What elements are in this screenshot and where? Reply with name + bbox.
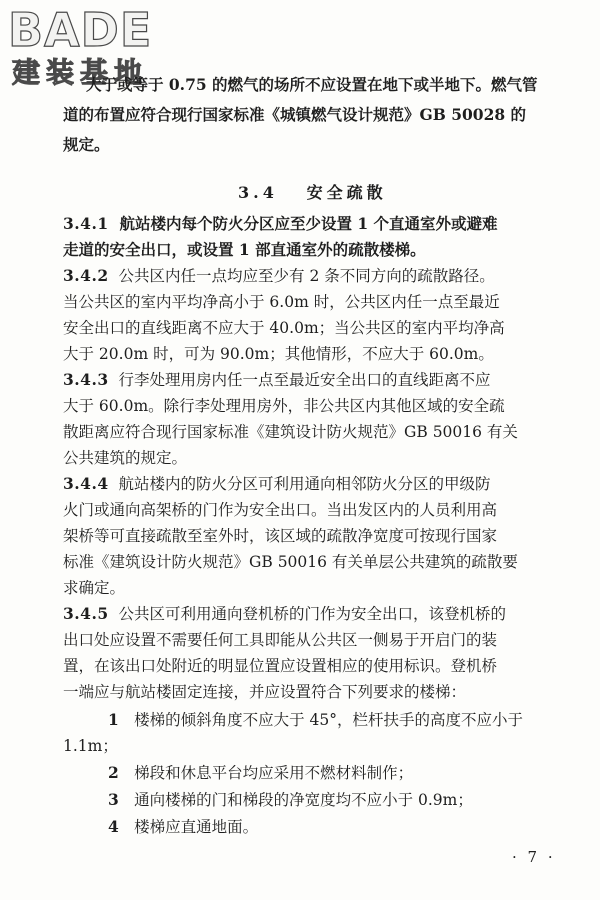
list-item-text: 1.1m； xyxy=(63,737,118,755)
list-item-text: 楼梯应直通地面。 xyxy=(134,818,259,836)
clause-number: 3.4.4 xyxy=(63,474,109,493)
clause-text: 火门或通向高架桥的门作为安全出口。当出发区内的人员利用高 xyxy=(63,501,498,519)
clause-text: 置，在该出口处附近的明显位置应设置相应的使用标识。登机桥 xyxy=(63,657,498,675)
section-title: 安全疏散 xyxy=(306,183,387,202)
list-item-number: 3 xyxy=(108,790,120,809)
clause-number: 3.4.3 xyxy=(63,370,109,389)
list-item xyxy=(108,710,523,730)
clause-text: 出口处应设置不需要任何工具即能从公共区一侧易于开启门的装 xyxy=(63,631,498,649)
clause-text: 一端应与航站楼固定连接，并应设置符合下列要求的楼梯： xyxy=(63,683,467,701)
intro-line-2: 道的布置应符合现行国家标准《城镇燃气设计规范》GB 50028 的 xyxy=(63,105,527,124)
clause-text: 大于 60.0m。除行李处理用房外，非公共区内其他区域的安全疏 xyxy=(63,397,505,415)
page-number: · 7 · xyxy=(512,848,556,866)
clause-text: 公共区可利用通向登机桥的门作为安全出口，该登机桥的 xyxy=(118,605,507,623)
list-item-text: 通向楼梯的门和梯段的净宽度均不应小于 0.9m； xyxy=(134,791,473,809)
intro-line-1: 大于或等于 0.75 的燃气的场所不应设置在地下或半地下。燃气管 xyxy=(86,75,538,94)
clause-text: 散距离应符合现行国家标准《建筑设计防火规范》GB 50016 有关 xyxy=(63,423,518,441)
list-item-number: 2 xyxy=(108,763,120,782)
list-item xyxy=(108,817,258,837)
list-item-text: 梯段和休息平台均应采用不燃材料制作； xyxy=(134,764,414,782)
clause-text: 航站楼内每个防火分区应至少设置 1 个直通室外或避难 xyxy=(119,214,498,233)
clause-text: 大于 20.0m 时，可为 90.0m；其他情形，不应大于 60.0m。 xyxy=(63,345,494,363)
clause-text: 行李处理用房内任一点至最近安全出口的直线距离不应 xyxy=(118,371,491,389)
clause-text: 航站楼内的防火分区可利用通向相邻防火分区的甲级防 xyxy=(118,475,491,493)
clause-text: 标准《建筑设计防火规范》GB 50016 有关单层公共建筑的疏散要 xyxy=(63,553,518,571)
clause-text: 公共建筑的规定。 xyxy=(63,449,188,467)
watermark-subtitle: 建装基地 xyxy=(12,56,149,89)
clause-text: 架桥等可直接疏散至室外时，该区域的疏散净宽度可按现行国家 xyxy=(63,527,498,545)
section-heading xyxy=(238,183,387,203)
list-item-number: 1 xyxy=(108,710,120,729)
clause-number: 3.4.1 xyxy=(63,214,109,233)
clause-text: 公共区内任一点均应至少有 2 条不同方向的疏散路径。 xyxy=(118,267,495,285)
intro-line-3: 规定。 xyxy=(63,135,110,154)
list-item-text: 楼梯的倾斜角度不应大于 45°，栏杆扶手的高度不应小于 xyxy=(134,711,523,729)
watermark-brand: BADE xyxy=(8,3,153,57)
clause-text: 求确定。 xyxy=(63,579,126,597)
clause-text: 安全出口的直线距离不应大于 40.0m；当公共区的室内平均净高 xyxy=(63,319,505,337)
clause-text: 走道的安全出口，或设置 1 部直通室外的疏散楼梯。 xyxy=(63,240,426,259)
clause-number: 3.4.5 xyxy=(63,604,109,623)
list-item xyxy=(108,790,473,810)
list-item-number: 4 xyxy=(108,817,120,836)
clause-number: 3.4.2 xyxy=(63,266,109,285)
clause-text: 当公共区的室内平均净高小于 6.0m 时，公共区内任一点至最近 xyxy=(63,293,500,311)
section-number: 3.4 xyxy=(238,183,278,202)
list-item xyxy=(108,763,413,783)
